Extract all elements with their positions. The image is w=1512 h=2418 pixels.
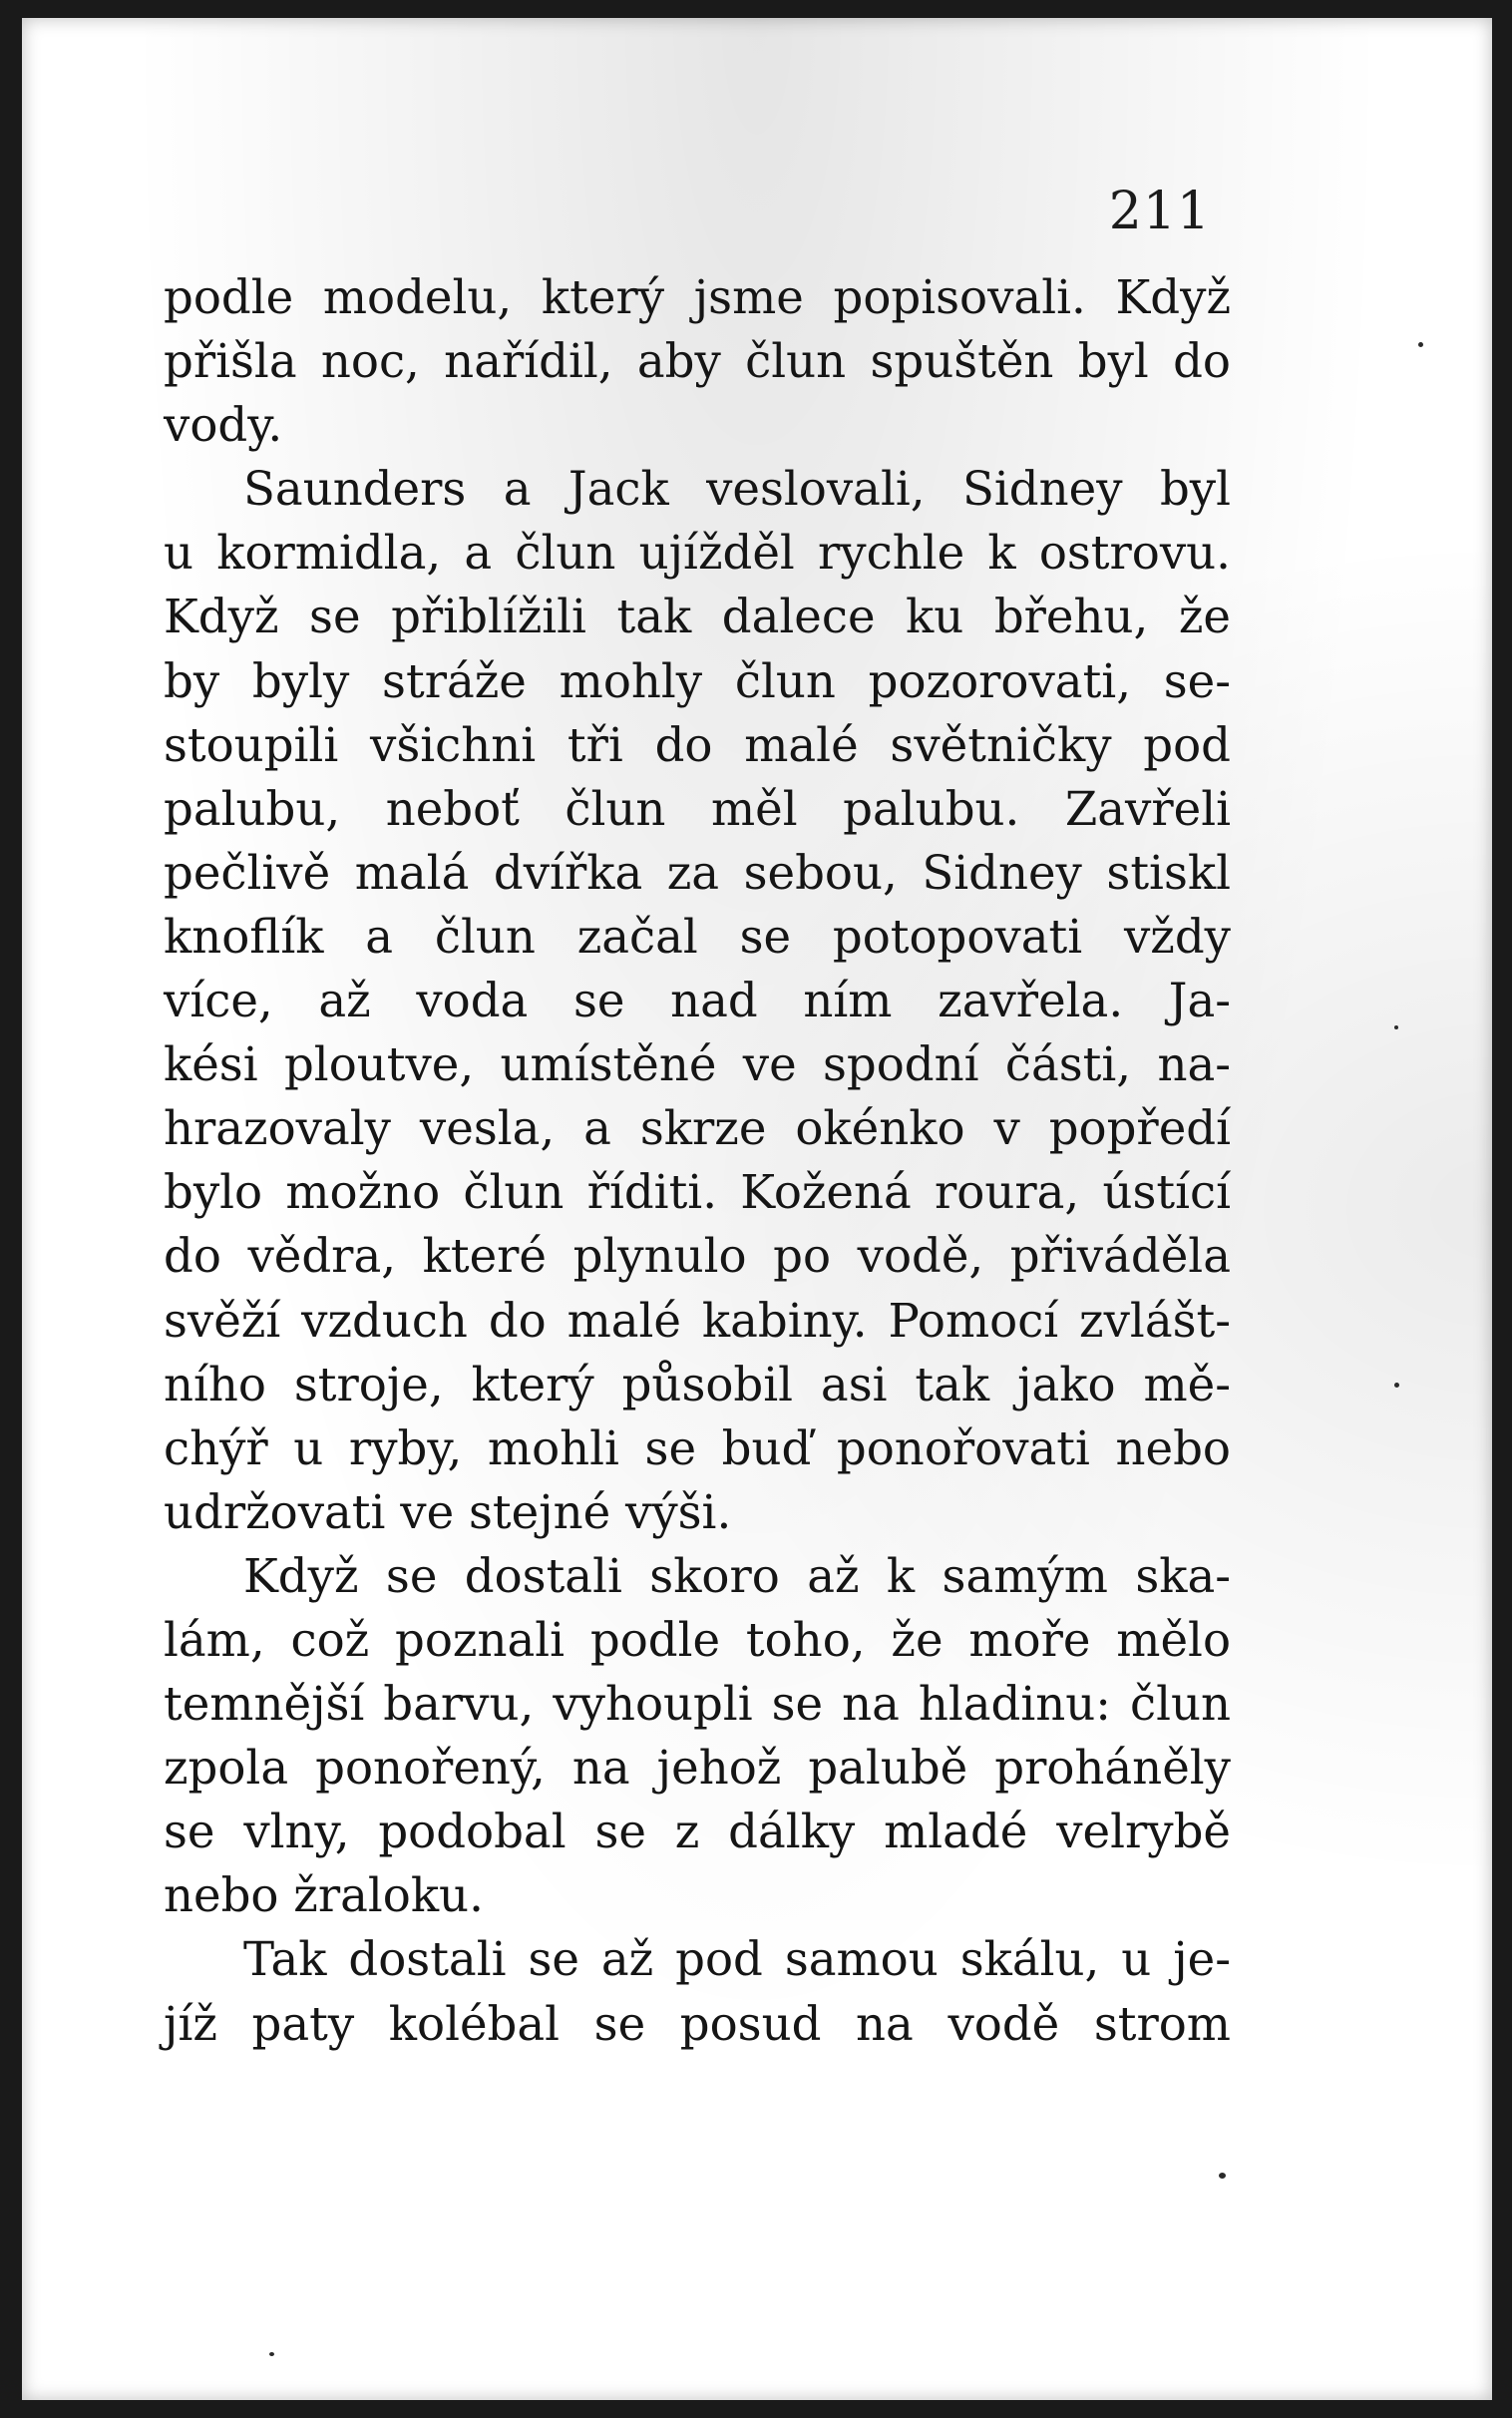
text-line: přišla noc, nařídil, aby člun spuštěn byl do — [164, 334, 1231, 389]
paragraph-3 — [164, 1544, 1231, 1928]
scan-speck — [269, 2352, 274, 2356]
text-line: podle modelu, který jsme popisovali. Když — [164, 270, 1231, 324]
text-line: vody. — [164, 398, 283, 453]
text-line: Tak dostali se až pod samou skálu, u je- — [243, 1932, 1231, 1987]
body-text — [164, 265, 1231, 2056]
text-line: nebo žraloku. — [164, 1868, 484, 1923]
text-line: zpola ponořený, na jehož palubě proháněly — [164, 1741, 1231, 1796]
page-number: 211 — [1108, 182, 1211, 241]
text-line: kési ploutve, umístěné ve spodní části, na- — [164, 1037, 1231, 1092]
scan-speck — [1394, 1383, 1399, 1388]
text-line: stoupili všichni tři do malé světničky pod — [164, 717, 1231, 772]
text-line: pečlivě malá dvířka za sebou, Sidney stiskl — [164, 845, 1231, 900]
text-line: jíž paty kolébal se posud na vodě strom — [164, 1996, 1231, 2051]
text-line: hrazovaly vesla, a skrze okénko v popředí — [164, 1101, 1231, 1156]
text-line: bylo možno člun říditi. Kožená roura, ústící — [164, 1165, 1231, 1220]
text-line: udržovati ve stejné výši. — [164, 1484, 732, 1539]
text-line: lám, což poznali podle toho, že moře mělo — [164, 1612, 1231, 1667]
paragraph-4 — [164, 1927, 1231, 2055]
text-line: ního stroje, který působil asi tak jako mě- — [164, 1357, 1231, 1411]
book-page — [22, 18, 1492, 2400]
text-line: u kormidla, a člun ujížděl rychle k ostrovu. — [164, 526, 1231, 581]
text-line: Když se přiblížili tak dalece ku břehu, že — [164, 590, 1231, 644]
text-line: Saunders a Jack veslovali, Sidney byl — [243, 462, 1231, 517]
text-line: by byly stráže mohly člun pozorovati, se- — [164, 653, 1231, 708]
text-line: chýř u ryby, mohli se buď ponořovati nebo — [164, 1420, 1231, 1475]
scan-speck — [1394, 1025, 1398, 1029]
paragraph-1 — [164, 265, 1231, 457]
text-line: temnější barvu, vyhoupli se na hladinu: člun — [164, 1677, 1231, 1732]
paragraph-2 — [164, 457, 1231, 1544]
text-line: svěží vzduch do malé kabiny. Pomocí zvlášt- — [164, 1293, 1231, 1348]
text-line: knoflík a člun začal se potopovati vždy — [164, 909, 1231, 964]
text-line: se vlny, podobal se z dálky mladé velrybě — [164, 1805, 1231, 1859]
text-line: Když se dostali skoro až k samým ska- — [243, 1548, 1231, 1603]
text-line: více, až voda se nad ním zavřela. Ja- — [164, 974, 1231, 1028]
text-line: do vědra, které plynulo po vodě, přiváděla — [164, 1229, 1231, 1284]
text-line: palubu, neboť člun měl palubu. Zavřeli — [164, 781, 1231, 836]
scan-speck — [1418, 342, 1423, 347]
scan-speck — [1219, 2173, 1226, 2179]
